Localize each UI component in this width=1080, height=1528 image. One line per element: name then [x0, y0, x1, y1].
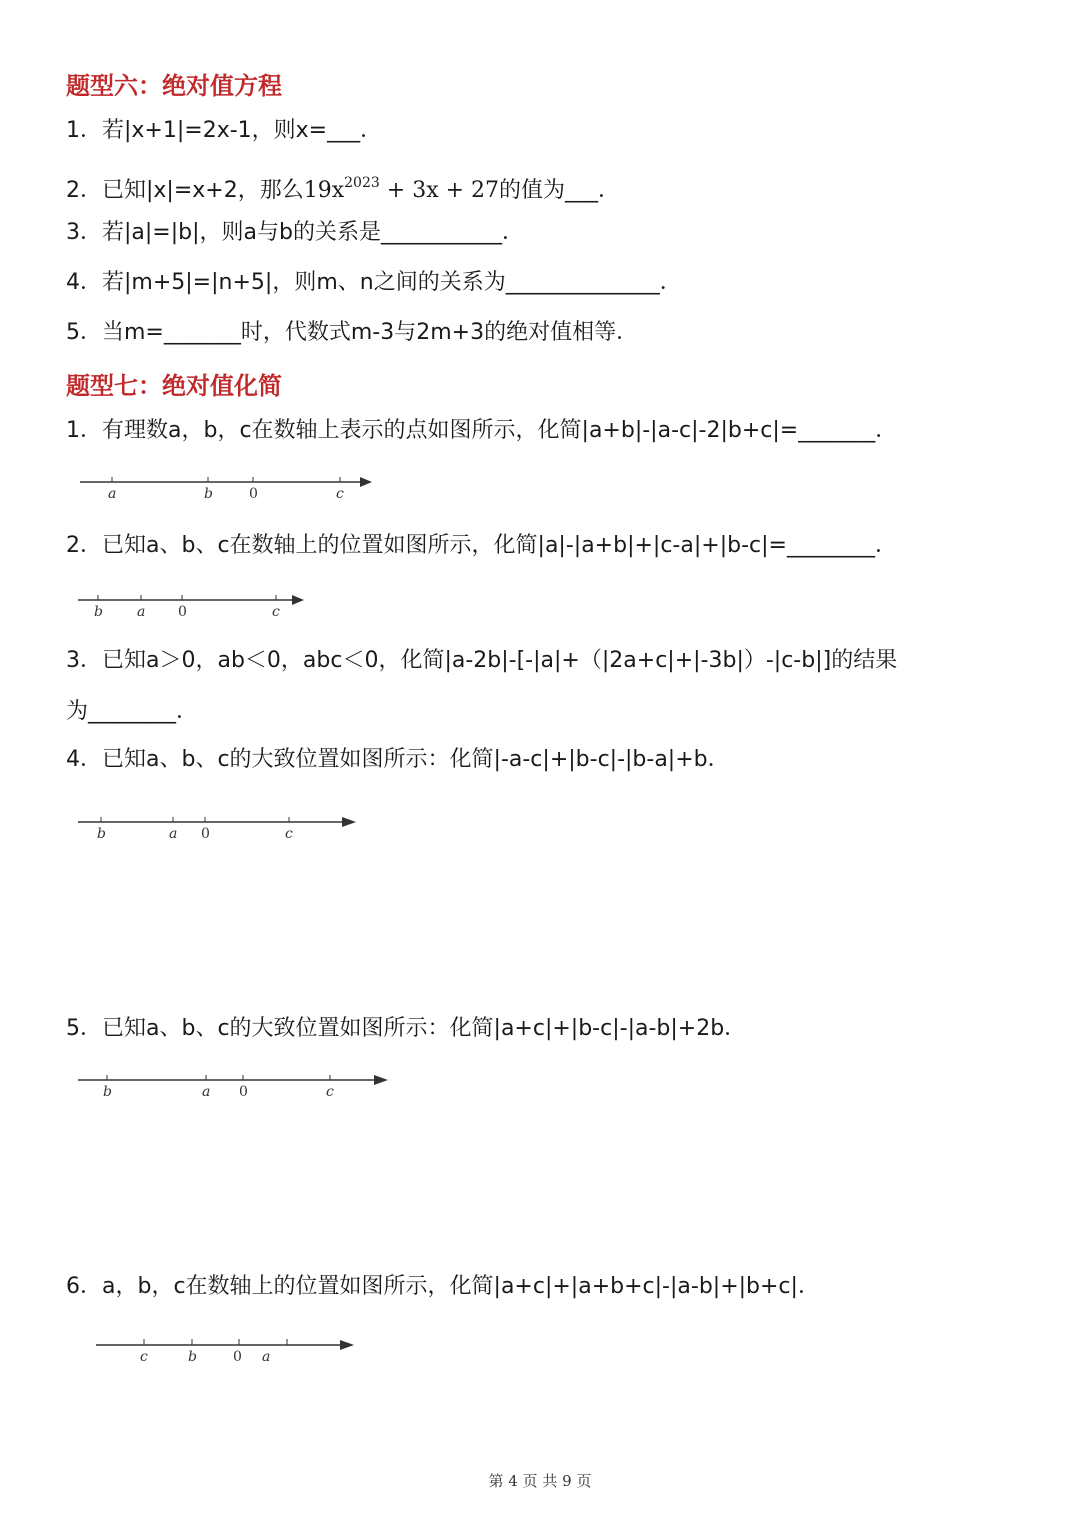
question-7-3-line-1: 3．已知a＞0，ab＜0，abc＜0，化简|a-2b|-[-|a|+（|2a+c|+|-3b|）-|c-b|]的结果: [66, 648, 898, 673]
number-line-1-label-c: c: [336, 486, 344, 502]
number-line-5: [96, 1333, 366, 1369]
section-title-absolute-equation: 题型六：绝对值方程: [66, 72, 282, 100]
question-6-2-suffix: 的值为___．: [499, 178, 621, 203]
number-line-1: [80, 470, 380, 506]
number-line-4-label-zero: 0: [239, 1084, 248, 1100]
page-footer: 第 4 页 共 9 页: [488, 1472, 592, 1490]
number-line-2-label-zero: 0: [178, 604, 187, 620]
question-6-2: [66, 168, 620, 206]
number-line-1-label-b: b: [204, 486, 213, 502]
number-line-2-label-a: a: [137, 604, 146, 620]
question-7-4: 4．已知a、b、c的大致位置如图所示：化简|-a-c|+|b-c|-|b-a|+b．: [66, 747, 730, 772]
question-6-5: 5．当m=_______时，代数式m-3与2m+3的绝对值相等．: [66, 320, 639, 345]
question-6-2-prefix: 2．已知|x|=x+2，那么: [66, 178, 304, 203]
question-6-3: 3．若|a|=|b|，则a与b的关系是___________．: [66, 220, 524, 245]
number-line-5-label-a: a: [262, 1349, 271, 1365]
question-7-6: 6．a，b，c在数轴上的位置如图所示，化简|a+c|+|a+b+c|-|a-b|+|b+c|．: [66, 1274, 820, 1299]
question-6-2-math-a: 19x: [303, 178, 345, 203]
number-line-4-label-c: c: [326, 1084, 334, 1100]
number-line-3-label-c: c: [285, 826, 293, 842]
question-7-3-line-2: 为________．: [66, 699, 199, 724]
number-line-4-label-a: a: [202, 1084, 211, 1100]
number-line-5-label-zero: 0: [233, 1349, 242, 1365]
question-7-2: 2．已知a、b、c在数轴上的位置如图所示，化简|a|-|a+b|+|c-a|+|b-c|=________．: [66, 533, 897, 558]
number-line-5-label-c: c: [140, 1349, 148, 1365]
question-7-1: 1．有理数a，b，c在数轴上表示的点如图所示，化简|a+b|-|a-c|-2|b+c|=_______．: [66, 418, 898, 443]
question-6-2-exponent: 2023: [344, 175, 380, 191]
number-line-3-label-b: b: [97, 826, 106, 842]
number-line-3-label-a: a: [169, 826, 178, 842]
number-line-2-label-b: b: [94, 604, 103, 620]
number-line-2-label-c: c: [272, 604, 280, 620]
number-line-1-label-zero: 0: [249, 486, 258, 502]
number-line-4-label-b: b: [103, 1084, 112, 1100]
number-line-3: [78, 810, 368, 846]
section-title-absolute-simplify: 题型七：绝对值化简: [66, 372, 282, 400]
number-line-1-label-a: a: [108, 486, 117, 502]
question-6-2-math-b: + 3x + 27: [379, 178, 500, 203]
number-line-3-label-zero: 0: [201, 826, 210, 842]
question-6-4: 4．若|m+5|=|n+5|，则m、n之间的关系为______________．: [66, 270, 682, 295]
number-line-4: [78, 1068, 398, 1104]
number-line-2: [78, 588, 318, 624]
question-6-1: 1．若|x+1|=2x-1，则x=___．: [66, 118, 383, 143]
number-line-5-label-b: b: [188, 1349, 197, 1365]
question-7-5: 5．已知a、b、c的大致位置如图所示：化简|a+c|+|b-c|-|a-b|+2b．: [66, 1016, 747, 1041]
